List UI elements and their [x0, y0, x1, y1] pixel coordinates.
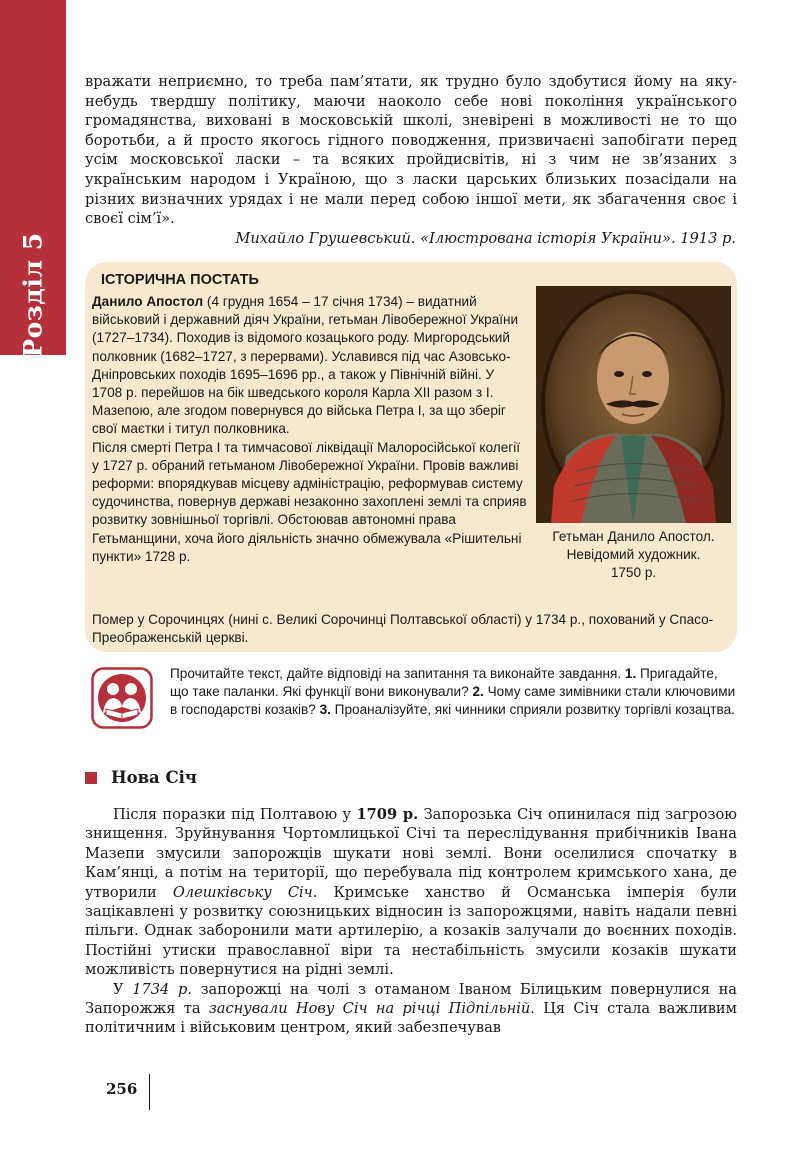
p2-year: 1734 р. [132, 980, 192, 998]
portrait-illustration [536, 286, 731, 523]
section-heading [85, 768, 197, 787]
p1-year: 1709 р. [356, 806, 419, 823]
caption-line-2: Невідомий художник. [566, 547, 701, 563]
bio-paragraph-1 [92, 293, 527, 439]
page-number: 256 [106, 1080, 138, 1098]
section-marker [85, 772, 97, 784]
question-3-number: 3. [319, 702, 331, 718]
p2-emphasis: заснували Нову Січ на річці Підпільній [208, 1000, 531, 1018]
question-1-number: 1. [624, 666, 637, 681]
task-intro: Прочитайте текст, дайте відповіді на запитання та виконайте завдання. [170, 666, 622, 681]
quote-attribution: Михайло Грушевський. «Ілюстрована історія України». 1913 р. [235, 230, 736, 247]
p1-text-a: Після поразки під Полтавою у [113, 806, 357, 823]
p2-text-a: У [113, 980, 133, 998]
bio-paragraph-3: Помер у Сорочинцях (нині с. Великі Сорочинці Полтавської області) у 1734 р., похований у Спасо-Преображенській церкві. [92, 612, 714, 646]
p1-text-b: Запорозька Січ опинилася під загрозою знищення. Зруйнування Чортомлицької Січі та переслідування прибічників Івана Мазепи змусили запорожців шукати нові землі. Вони оселилися спочатку в Кам’янці, а потім на території, що перебувала під контролем кримського хана, де утворили [85, 806, 737, 901]
question-2-number: 2. [472, 684, 484, 700]
caption-line-3: 1750 р. [610, 565, 657, 581]
p1-emphasis: Олешківську Січ [172, 883, 313, 901]
quote-text: вражати неприємно, то треба пам’ятати, як трудно було здобутися йому на яку-небудь твердшу політику, маючи наоколо себе нові покоління українського громадянства, виховані в московській школі, зневірені в можливості не то що боротьби, а й просто якогось гідного поводження, призвичаєні запобігати перед усім московської ласки – та всяких пройдисвітів, ні з чим не зв’язаних з українським народом і Україною, що з ласки царських близьких позасідали на різних визначних урядах і не мали перед собою іншої мети, як збагачення своє і своєї сім’ї». [85, 73, 737, 228]
figure-name: Данило Апостол [92, 294, 204, 309]
hetman-portrait-image [536, 286, 731, 523]
p2-text-c: . Ця Січ стала важливим політичним і військовим центром, який забезпечував [85, 1000, 737, 1037]
historical-figure-box [85, 262, 737, 652]
bio-intro: (4 грудня 1654 – 17 січня 1734) – видатний військовий і державний діяч України, гетьман Лівобережної України (1727–1734). Походив із відомого козацького роду. Миргородський полковник (1682–1727, з перервами). Уславився під час Азовсько-Дніпровських походів 1695–1696 рр., а також у Північній війні. У 1708 р. перейшов на бік шведського короля Карла ХІІ разом з І. Мазепою, але згодом повернувся до війська Петра І, за що зберіг свої маєтки і титул полковника. [92, 294, 519, 437]
bio-paragraph-2: Після смерті Петра І та тимчасової ліквідації Малоросійської колегії у 1727 р. обраний гетьманом Лівобережної України. Провів важливі реформи: впорядкував місцеву адміністрацію, реформував систему судочинства, повернув державі незаконно захоплені землі та сприяв розвитку зовнішньої торгівлі. Обстоював автономні права Гетьманщини, хоча його діяльність значно обмежувала «Рішительні пункти» 1728 р. [92, 439, 527, 564]
portrait-caption [531, 528, 736, 583]
chapter-label: Розділ 5 [18, 232, 48, 358]
section-body [85, 805, 737, 1038]
p2-text-b: запорожці на чолі з отаманом Іваном Білицьким повернулися на Запорожжя та [85, 980, 737, 1018]
question-2: Чому саме зимівники стали ключовими в господарстві козаків? [170, 684, 736, 718]
p1-text-c: . Кримське ханство й Османська імперія були зацікавлені у розвитку союзницьких відносин із запорожцями, навіть надали певні пільги. Однак заборонили мати артилерію, а козаків залучали до воєнних походів. Постійні утиски православної віри та нестабільність змусили козаків шукати можливість повернутися на рідні землі. [85, 883, 737, 979]
reading-people-icon [91, 667, 153, 729]
caption-line-1: Гетьман Данило Апостол. [552, 529, 715, 544]
chapter-side-tab [0, 0, 66, 358]
page-number-divider [149, 1074, 150, 1110]
question-1: Пригадайте, що таке паланки. Які функції вони виконували? [170, 666, 718, 700]
historical-figure-bio [92, 293, 527, 566]
historical-figure-title: ІСТОРИЧНА ПОСТАТЬ [101, 272, 259, 288]
task-instructions [170, 665, 737, 720]
question-3: Проаналізуйте, які чинники сприяли розвитку торгівлі козацтва. [330, 702, 735, 718]
body-paragraph-1 [85, 805, 737, 980]
body-paragraph-2 [85, 980, 737, 1038]
section-title: Нова Січ [111, 768, 197, 787]
